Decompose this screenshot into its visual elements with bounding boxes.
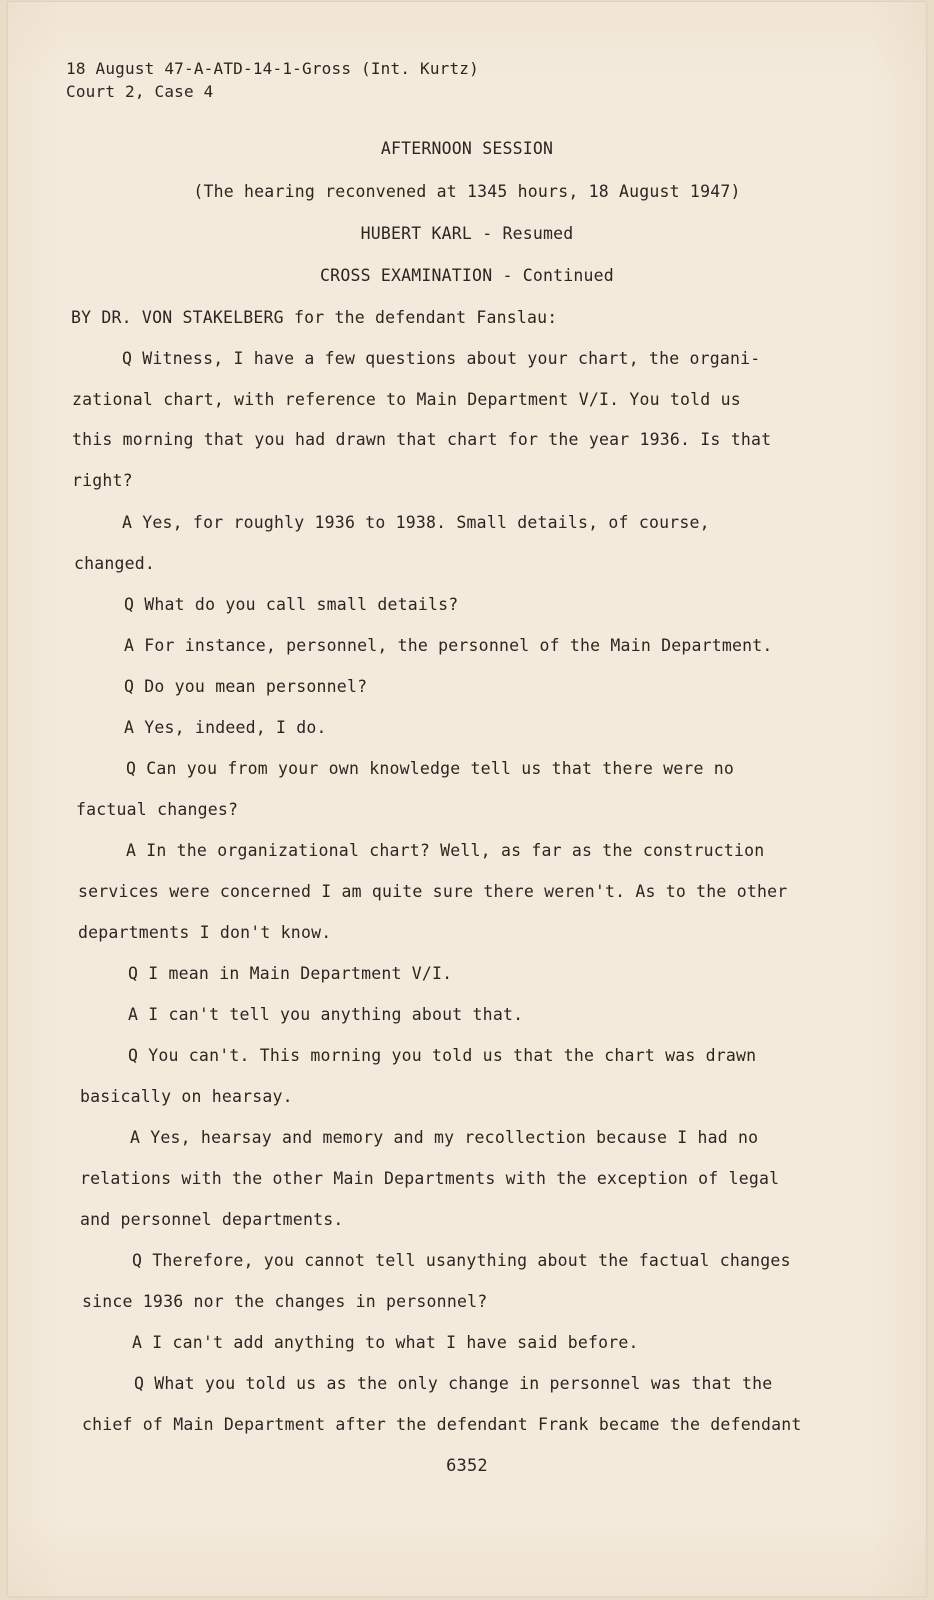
transcript-line: since 1936 nor the changes in personnel? [82, 1292, 488, 1311]
transcript-line: changed. [74, 554, 156, 573]
transcript-line: chief of Main Department after the defendant Frank became the defendant [82, 1415, 802, 1434]
transcript-line: A Yes, indeed, I do. [124, 718, 327, 737]
transcript-line: relations with the other Main Departments with the exception of legal [80, 1169, 780, 1188]
transcript-line: zational chart, with reference to Main Department V/I. You told us [72, 390, 741, 409]
transcript-line: A I can't add anything to what I have said before. [132, 1333, 639, 1352]
page-number: 6352 [446, 1456, 488, 1476]
session-title: AFTERNOON SESSION [380, 139, 554, 158]
transcript-line: Q Can you from your own knowledge tell us that there were no [126, 759, 735, 778]
header-line-2: Court 2, Case 4 [66, 82, 214, 101]
transcript-line: factual changes? [76, 800, 239, 819]
transcript-line: basically on hearsay. [80, 1087, 293, 1106]
transcript-line: this morning that you had drawn that chart for the year 1936. Is that [72, 430, 772, 449]
transcript-line: Q What do you call small details? [124, 595, 459, 614]
transcript-line: Q Therefore, you cannot tell usanything about the factual changes [132, 1251, 791, 1270]
reconvened-note: (The hearing reconvened at 1345 hours, 18 August 1947) [193, 182, 741, 201]
transcript-line: Q Witness, I have a few questions about your chart, the organi- [122, 349, 761, 368]
transcript-line: services were concerned I am quite sure there weren't. As to the other [78, 882, 788, 901]
transcript-line: right? [72, 471, 133, 490]
transcript-line: A I can't tell you anything about that. [128, 1005, 524, 1024]
transcript-line: A In the organizational chart? Well, as far as the construction [126, 841, 765, 860]
examination-heading: CROSS EXAMINATION - Continued [320, 266, 614, 285]
transcript-line: Q Do you mean personnel? [124, 677, 368, 696]
document-page [8, 2, 926, 1596]
transcript-line: Q You can't. This morning you told us that the chart was drawn [128, 1046, 757, 1065]
examiner-line: BY DR. VON STAKELBERG for the defendant Fanslau: [71, 308, 558, 327]
header-line-1: 18 August 47-A-ATD-14-1-Gross (Int. Kurtz) [66, 59, 479, 78]
transcript-line: and personnel departments. [80, 1210, 344, 1229]
transcript-line: A Yes, for roughly 1936 to 1938. Small details, of course, [122, 513, 710, 532]
witness-heading: HUBERT KARL - Resumed [360, 224, 574, 243]
transcript-line: Q I mean in Main Department V/I. [128, 964, 453, 983]
transcript-line: A Yes, hearsay and memory and my recollection because I had no [130, 1128, 759, 1147]
transcript-line: A For instance, personnel, the personnel of the Main Department. [124, 636, 773, 655]
transcript-line: Q What you told us as the only change in personnel was that the [134, 1374, 773, 1393]
transcript-line: departments I don't know. [78, 923, 332, 942]
